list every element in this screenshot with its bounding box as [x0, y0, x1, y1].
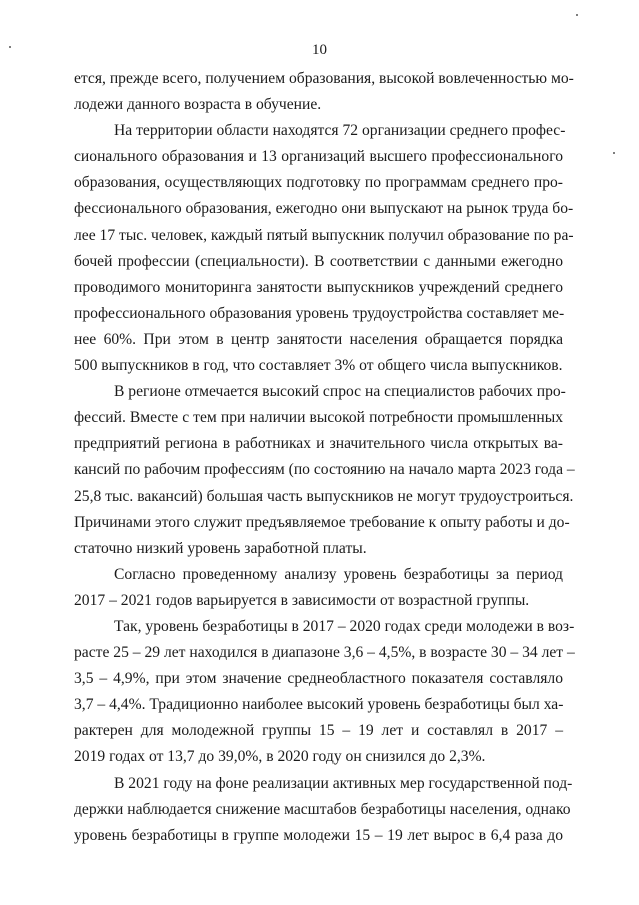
document-body — [74, 66, 575, 849]
text-line: рактерен для молодежной группы 15 – 19 лет и составлял в 2017 – — [74, 722, 563, 740]
text-line: кансий по рабочим профессиям (по состоянию на начало марта 2023 года – — [74, 461, 575, 479]
scan-speck — [9, 46, 11, 48]
text-line: 3,5 – 4,9%, при этом значение среднеобластного показателя составляло — [74, 670, 563, 688]
text-line: нее 60%. При этом в центр занятости населения обращается порядка — [74, 330, 563, 348]
text-line: 3,7 – 4,4%. Традиционно наиболее высокий уровень безработицы был ха- — [74, 696, 564, 714]
text-line: На территории области находятся 72 организации среднего профес- — [114, 122, 566, 140]
scan-speck — [613, 152, 615, 154]
scan-speck — [576, 14, 578, 16]
text-line: фессионального образования, ежегодно они выпускают на рынок труда бо- — [74, 200, 574, 218]
text-line: профессионального образования уровень трудоустройства составляет ме- — [74, 304, 565, 322]
text-line: 2017 – 2021 годов варьируется в зависимости от возрастной группы. — [74, 591, 530, 609]
text-line: лее 17 тыс. человек, каждый пятый выпускник получил образование по ра- — [74, 226, 574, 244]
text-line: 25,8 тыс. вакансий) большая часть выпускников не могут трудоустроиться. — [74, 487, 574, 505]
text-line: В 2021 году на фоне реализации активных мер государственной под- — [114, 774, 573, 792]
text-line: В регионе отмечается высокий спрос на специалистов рабочих про- — [114, 383, 566, 401]
text-line: держки наблюдается снижение масштабов безработицы населения, однако — [74, 800, 571, 818]
text-line: уровень безработицы в группе молодежи 15 – 19 лет вырос в 6,4 раза до — [74, 826, 563, 844]
text-line: лодежи данного возраста в обучение. — [74, 96, 322, 114]
page-number: 10 — [312, 42, 327, 58]
text-line: ется, прежде всего, получением образования, высокой вовлеченностью мо- — [74, 70, 574, 87]
text-line: предприятий региона в работниках и значительного числа открытых ва- — [74, 435, 563, 453]
text-line: проводимого мониторинга занятости выпускников учреждений среднего — [74, 278, 563, 296]
text-line: образования, осуществляющих подготовку по программам среднего про- — [74, 174, 563, 192]
text-line: Согласно проведенному анализу уровень безработицы за период — [114, 565, 563, 583]
text-line: расте 25 – 29 лет находился в диапазоне 3,6 – 4,5%, в возрасте 30 – 34 лет – — [74, 644, 575, 662]
text-line: 2019 годах от 13,7 до 39,0%, в 2020 году он снизился до 2,3%. — [74, 748, 486, 766]
text-line: бочей профессии (специальности). В соответствии с данными ежегодно — [74, 252, 563, 270]
text-line: статочно низкий уровень заработной платы. — [74, 539, 367, 557]
text-line: сионального образования и 13 организаций высшего профессионального — [74, 148, 563, 166]
text-line: 500 выпускников в год, что составляет 3% от общего числа выпускников. — [74, 357, 563, 375]
text-line: Причинами этого служит предъявляемое требование к опыту работы и до- — [74, 513, 570, 531]
text-line: фессий. Вместе с тем при наличии высокой потребности промышленных — [74, 409, 563, 427]
text-line: Так, уровень безработицы в 2017 – 2020 годах среди молодежи в воз- — [114, 617, 575, 635]
